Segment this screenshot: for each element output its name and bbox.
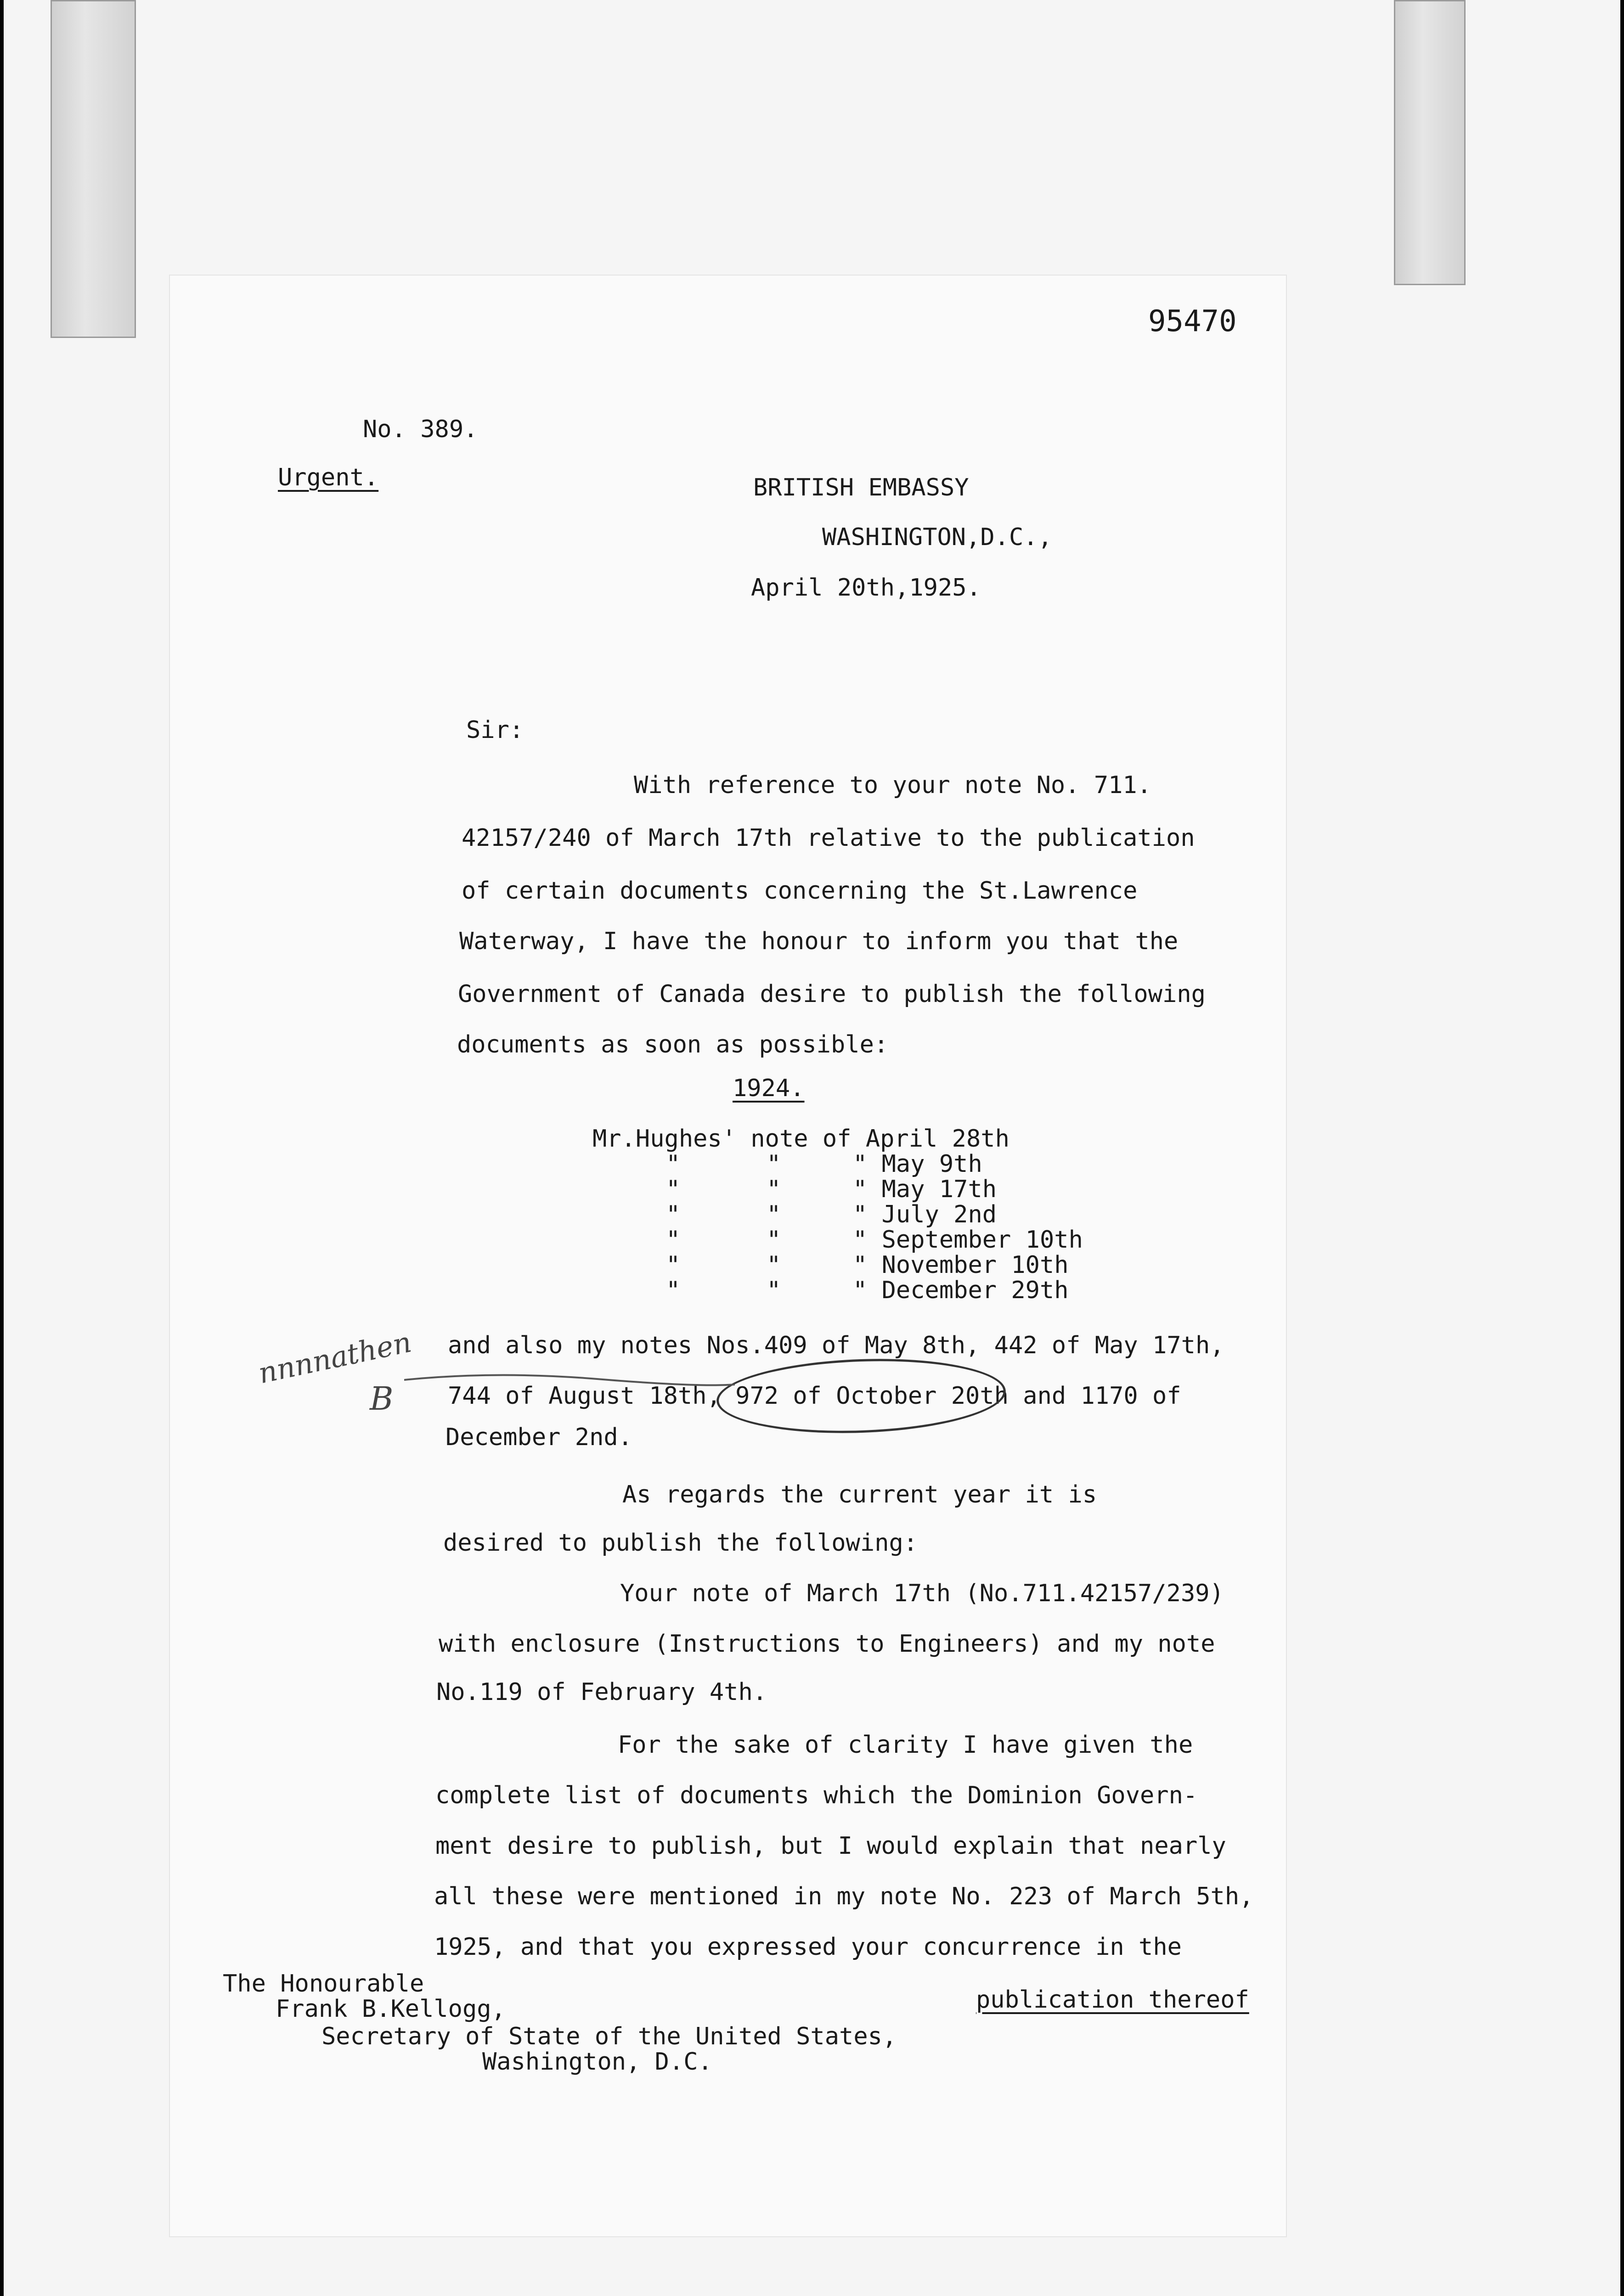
body-line: Government of Canada desire to publish the following: [458, 980, 1206, 1008]
sender-office: BRITISH EMBASSY: [753, 474, 969, 501]
notes-list-item: " " " May 9th: [666, 1150, 982, 1178]
body-line: Waterway, I have the honour to inform you that the: [459, 928, 1179, 955]
clarity-line: 1925, and that you expressed your concurrence in the: [434, 1933, 1182, 1961]
body-line: documents as soon as possible:: [457, 1031, 889, 1058]
notes-list-item: " " " May 17th: [666, 1176, 997, 1203]
file-number: 95470: [1148, 304, 1237, 338]
urgency-label: Urgent.: [278, 464, 379, 491]
body-line: of certain documents concerning the St.Lawrence: [462, 877, 1138, 905]
clarity-line: complete list of documents which the Dominion Govern-: [435, 1782, 1198, 1809]
notes-list-item: " " " November 10th: [666, 1251, 1069, 1279]
enclosure-line: Your note of March 17th (No.711.42157/239): [620, 1580, 1224, 1607]
body-line: With reference to your note No. 711.: [634, 771, 1152, 799]
my-notes-line: December 2nd.: [445, 1424, 632, 1451]
my-notes-text: and 1170 of: [1008, 1382, 1181, 1410]
current-year-line: As regards the current year it is: [622, 1481, 1097, 1508]
current-year-line: desired to publish the following:: [443, 1529, 918, 1557]
handwritten-annotation: nnnnathen: [255, 1325, 415, 1390]
handwritten-stroke: [404, 1366, 735, 1394]
notes-list-item: " " " September 10th: [666, 1226, 1083, 1254]
addressee-line: Washington, D.C.: [482, 2048, 712, 2076]
addressee-line: Frank B.Kellogg,: [276, 1995, 506, 2023]
enclosure-line: No.119 of February 4th.: [436, 1678, 767, 1706]
addressee-line: The Honourable: [223, 1970, 424, 1998]
year-heading: 1924.: [733, 1075, 805, 1102]
notes-list-item: Mr.Hughes' note of April 28th: [592, 1125, 1009, 1153]
handwritten-initial: B: [370, 1380, 394, 1418]
enclosure-line: with enclosure (Instructions to Engineers) and my note: [439, 1630, 1215, 1658]
body-line: 42157/240 of March 17th relative to the publication: [462, 824, 1195, 852]
clarity-line: all these were mentioned in my note No. 223 of March 5th,: [434, 1883, 1254, 1910]
my-notes-text: 744 of August 18th,: [448, 1382, 736, 1410]
salutation: Sir:: [466, 716, 524, 744]
note-number: No. 389.: [363, 416, 478, 443]
tape-strip-top-left: [51, 0, 136, 338]
clarity-line: ment desire to publish, but I would explain that nearly: [435, 1832, 1226, 1860]
continuation-catchword: publication thereof: [976, 1986, 1249, 2014]
addressee-line: Secretary of State of the United States,: [321, 2023, 897, 2050]
circled-note-reference: 972 of October 20th: [735, 1382, 1009, 1410]
sender-city: WASHINGTON,D.C.,: [822, 523, 1052, 551]
clarity-line: For the sake of clarity I have given the: [618, 1731, 1193, 1759]
my-notes-line: and also my notes Nos.409 of May 8th, 442 of May 17th,: [448, 1332, 1224, 1359]
letter-date: April 20th,1925.: [751, 574, 981, 602]
notes-list-item: " " " December 29th: [666, 1277, 1069, 1304]
tape-strip-top-right: [1394, 0, 1466, 285]
notes-list-item: " " " July 2nd: [666, 1201, 997, 1228]
